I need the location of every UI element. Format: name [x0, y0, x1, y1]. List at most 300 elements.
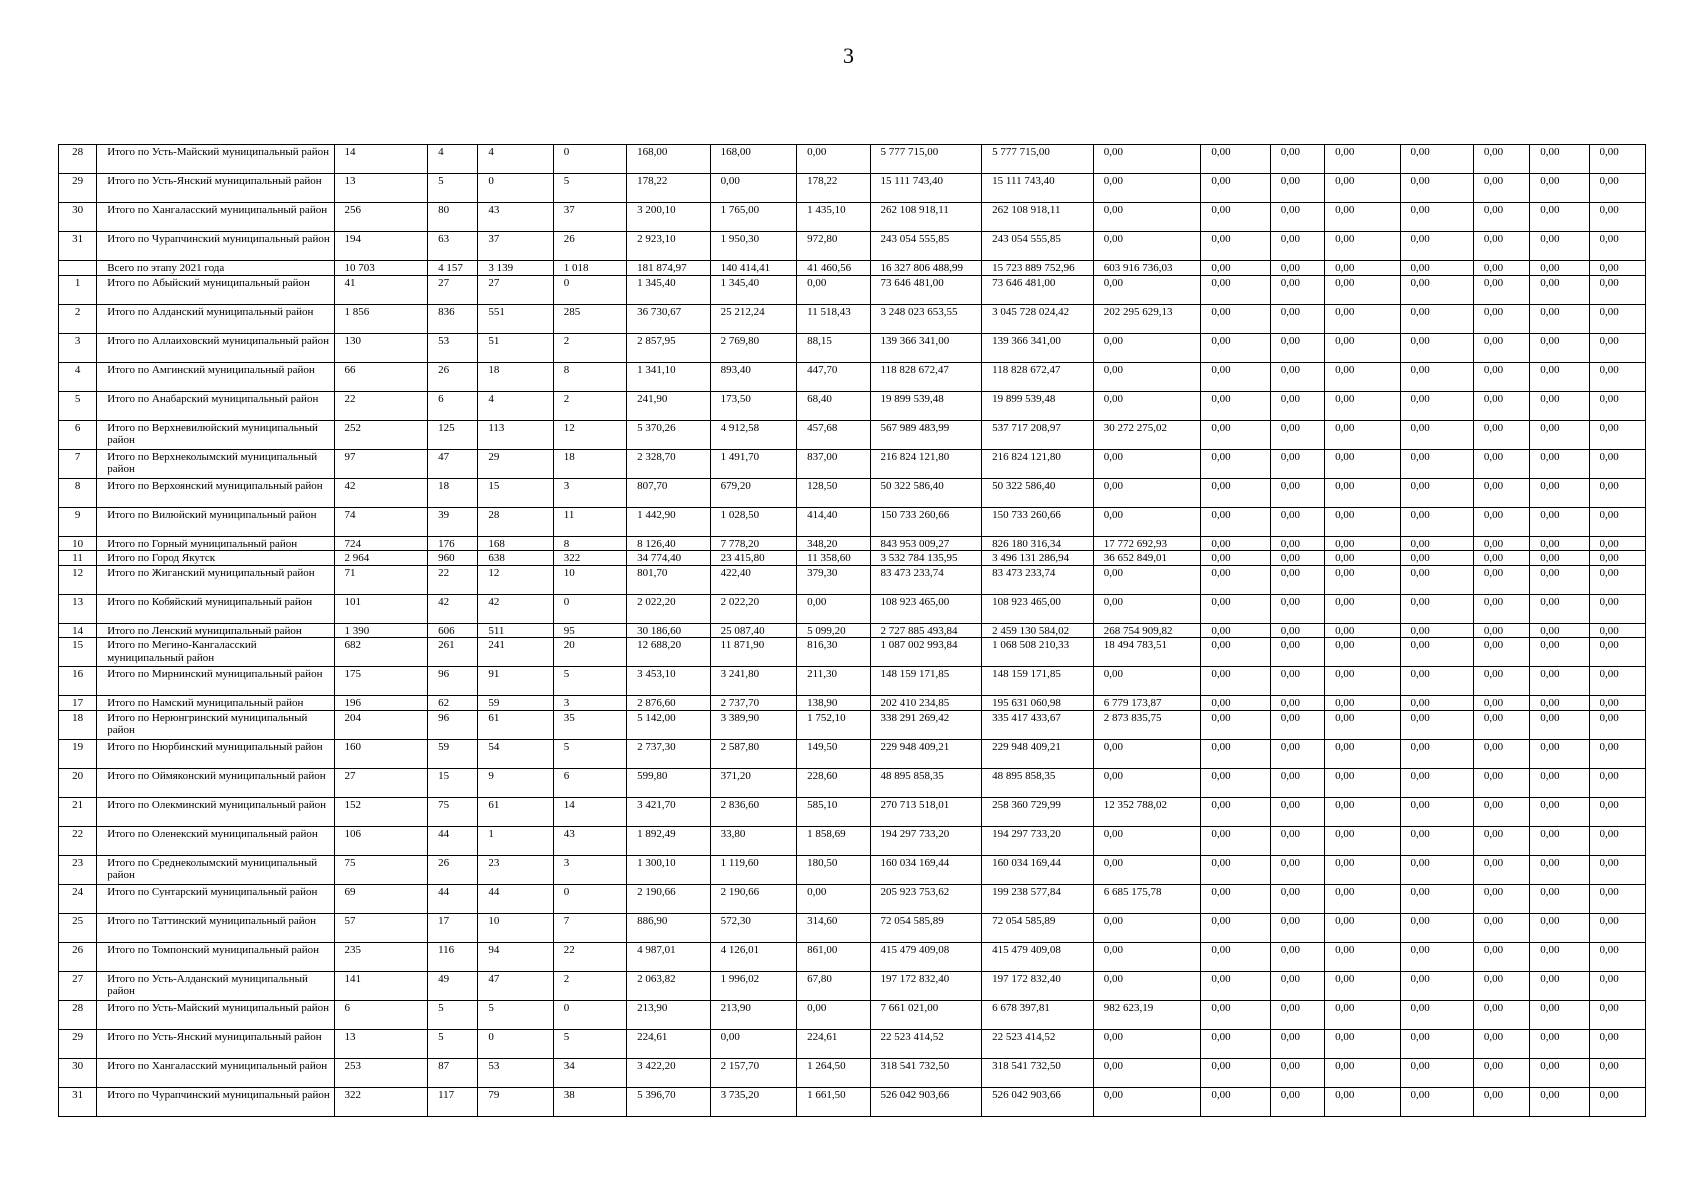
value-cell: 1 028,50 — [710, 507, 796, 536]
value-cell: 0,00 — [1473, 884, 1529, 913]
value-cell: 9 — [478, 768, 553, 797]
value-cell: 0,00 — [1400, 333, 1473, 362]
value-cell: 0,00 — [1270, 667, 1324, 696]
value-cell: 41 — [334, 275, 428, 304]
value-cell: 0,00 — [1530, 1000, 1589, 1029]
value-cell: 585,10 — [797, 797, 870, 826]
table-row — [59, 275, 1646, 304]
value-cell: 73 646 481,00 — [870, 275, 982, 304]
value-cell: 270 713 518,01 — [870, 797, 982, 826]
value-cell: 59 — [478, 696, 553, 711]
value-cell: 216 824 121,80 — [982, 449, 1094, 478]
table-body — [59, 145, 1646, 1117]
value-cell: 1 345,40 — [627, 275, 710, 304]
table-row — [59, 696, 1646, 711]
value-cell: 5 — [478, 1000, 553, 1029]
value-cell: 551 — [478, 304, 553, 333]
table-row — [59, 304, 1646, 333]
value-cell: 202 295 629,13 — [1093, 304, 1201, 333]
value-cell: 3 422,20 — [627, 1058, 710, 1087]
value-cell: 2 459 130 584,02 — [982, 623, 1094, 638]
value-cell: 0,00 — [1201, 971, 1270, 1000]
value-cell: 0,00 — [1473, 304, 1529, 333]
value-cell: 2 157,70 — [710, 1058, 796, 1087]
row-number-cell: 27 — [59, 971, 97, 1000]
value-cell: 0,00 — [1270, 333, 1324, 362]
value-cell: 0,00 — [1589, 232, 1645, 261]
value-cell: 0,00 — [1201, 145, 1270, 174]
value-cell: 0,00 — [1473, 203, 1529, 232]
value-cell: 0 — [553, 884, 626, 913]
value-cell: 0,00 — [1589, 971, 1645, 1000]
value-cell: 12 — [553, 420, 626, 449]
value-cell: 335 417 433,67 — [982, 710, 1094, 739]
value-cell: 1 018 — [553, 261, 626, 276]
value-cell: 0,00 — [1093, 203, 1201, 232]
value-cell: 567 989 483,99 — [870, 420, 982, 449]
value-cell: 243 054 555,85 — [870, 232, 982, 261]
value-cell: 197 172 832,40 — [982, 971, 1094, 1000]
value-cell: 0,00 — [1325, 884, 1400, 913]
value-cell: 0,00 — [1201, 826, 1270, 855]
value-cell: 35 — [553, 710, 626, 739]
value-cell: 72 054 585,89 — [870, 913, 982, 942]
value-cell: 0,00 — [1530, 333, 1589, 362]
value-cell: 0,00 — [1589, 739, 1645, 768]
row-number-cell: 11 — [59, 551, 97, 566]
row-number-cell: 8 — [59, 478, 97, 507]
value-cell: 12 — [478, 565, 553, 594]
value-cell: 19 899 539,48 — [870, 391, 982, 420]
value-cell: 0,00 — [1201, 275, 1270, 304]
value-cell: 982 623,19 — [1093, 1000, 1201, 1029]
value-cell: 0,00 — [1325, 391, 1400, 420]
value-cell: 0,00 — [1589, 449, 1645, 478]
value-cell: 0,00 — [1530, 536, 1589, 551]
value-cell: 73 646 481,00 — [982, 275, 1094, 304]
value-cell: 0,00 — [1530, 478, 1589, 507]
value-cell: 0,00 — [1530, 449, 1589, 478]
table-row — [59, 623, 1646, 638]
district-name-cell: Итого по Анабарский муниципальный район — [97, 391, 334, 420]
value-cell: 0,00 — [1201, 768, 1270, 797]
value-cell: 0,00 — [1270, 797, 1324, 826]
value-cell: 0,00 — [1270, 203, 1324, 232]
value-cell: 1 264,50 — [797, 1058, 870, 1087]
value-cell: 69 — [334, 884, 428, 913]
value-cell: 0,00 — [1530, 304, 1589, 333]
value-cell: 0,00 — [1400, 623, 1473, 638]
value-cell: 679,20 — [710, 478, 796, 507]
value-cell: 229 948 409,21 — [870, 739, 982, 768]
value-cell: 10 — [553, 565, 626, 594]
value-cell: 0,00 — [1201, 855, 1270, 884]
value-cell: 0,00 — [1400, 507, 1473, 536]
value-cell: 0,00 — [1473, 797, 1529, 826]
row-number-cell: 19 — [59, 739, 97, 768]
value-cell: 47 — [478, 971, 553, 1000]
district-name-cell: Итого по Хангаласский муниципальный район — [97, 203, 334, 232]
value-cell: 17 772 692,93 — [1093, 536, 1201, 551]
district-name-cell: Итого по Усть-Майский муниципальный район — [97, 1000, 334, 1029]
value-cell: 258 360 729,99 — [982, 797, 1094, 826]
value-cell: 2 — [553, 971, 626, 1000]
value-cell: 15 111 743,40 — [982, 174, 1094, 203]
value-cell: 0,00 — [1473, 275, 1529, 304]
value-cell: 5 — [428, 1000, 478, 1029]
value-cell: 0,00 — [1270, 638, 1324, 667]
value-cell: 199 238 577,84 — [982, 884, 1094, 913]
table-row — [59, 478, 1646, 507]
value-cell: 0,00 — [1473, 333, 1529, 362]
value-cell: 0,00 — [1325, 507, 1400, 536]
value-cell: 22 — [334, 391, 428, 420]
value-cell: 0,00 — [1325, 304, 1400, 333]
value-cell: 13 — [334, 174, 428, 203]
value-cell: 140 414,41 — [710, 261, 796, 276]
value-cell: 603 916 736,03 — [1093, 261, 1201, 276]
value-cell: 0,00 — [1325, 565, 1400, 594]
value-cell: 25 212,24 — [710, 304, 796, 333]
value-cell: 886,90 — [627, 913, 710, 942]
value-cell: 61 — [478, 710, 553, 739]
value-cell: 0,00 — [1473, 855, 1529, 884]
value-cell: 0,00 — [1589, 551, 1645, 566]
value-cell: 801,70 — [627, 565, 710, 594]
value-cell: 5 099,20 — [797, 623, 870, 638]
value-cell: 0,00 — [1473, 536, 1529, 551]
value-cell: 0,00 — [1325, 768, 1400, 797]
value-cell: 3 248 023 653,55 — [870, 304, 982, 333]
value-cell: 50 322 586,40 — [870, 478, 982, 507]
value-cell: 0,00 — [1325, 667, 1400, 696]
value-cell: 0,00 — [1325, 913, 1400, 942]
value-cell: 16 327 806 488,99 — [870, 261, 982, 276]
district-name-cell: Итого по Ленский муниципальный район — [97, 623, 334, 638]
value-cell: 0,00 — [1201, 594, 1270, 623]
value-cell: 0,00 — [1530, 507, 1589, 536]
value-cell: 0,00 — [1201, 449, 1270, 478]
value-cell: 0,00 — [1589, 855, 1645, 884]
value-cell: 0,00 — [1530, 261, 1589, 276]
value-cell: 0,00 — [1270, 594, 1324, 623]
value-cell: 4 — [478, 391, 553, 420]
value-cell: 0,00 — [1270, 826, 1324, 855]
value-cell: 0,00 — [1325, 551, 1400, 566]
value-cell: 1 950,30 — [710, 232, 796, 261]
value-cell: 0,00 — [1400, 1029, 1473, 1058]
value-cell: 152 — [334, 797, 428, 826]
value-cell: 61 — [478, 797, 553, 826]
row-number-cell: 13 — [59, 594, 97, 623]
value-cell: 26 — [428, 855, 478, 884]
value-cell: 22 — [553, 942, 626, 971]
value-cell: 0,00 — [1400, 942, 1473, 971]
table-row — [59, 739, 1646, 768]
value-cell: 0 — [553, 594, 626, 623]
value-cell: 2 727 885 493,84 — [870, 623, 982, 638]
value-cell: 178,22 — [627, 174, 710, 203]
table-row — [59, 594, 1646, 623]
value-cell: 0,00 — [1270, 1087, 1324, 1116]
value-cell: 0,00 — [1473, 971, 1529, 1000]
table-row — [59, 420, 1646, 449]
value-cell: 241,90 — [627, 391, 710, 420]
value-cell: 3 389,90 — [710, 710, 796, 739]
value-cell: 0,00 — [710, 174, 796, 203]
value-cell: 91 — [478, 667, 553, 696]
value-cell: 0,00 — [1093, 174, 1201, 203]
value-cell: 34 — [553, 1058, 626, 1087]
value-cell: 0,00 — [1530, 826, 1589, 855]
table-row — [59, 391, 1646, 420]
value-cell: 4 912,58 — [710, 420, 796, 449]
value-cell: 48 895 858,35 — [982, 768, 1094, 797]
value-cell: 42 — [478, 594, 553, 623]
value-cell: 54 — [478, 739, 553, 768]
value-cell: 0,00 — [1201, 913, 1270, 942]
value-cell: 0,00 — [1400, 304, 1473, 333]
value-cell: 30 186,60 — [627, 623, 710, 638]
table-row — [59, 1029, 1646, 1058]
value-cell: 0,00 — [1530, 768, 1589, 797]
row-number-cell: 12 — [59, 565, 97, 594]
value-cell: 27 — [428, 275, 478, 304]
value-cell: 0,00 — [1589, 826, 1645, 855]
value-cell: 41 460,56 — [797, 261, 870, 276]
value-cell: 0,00 — [1093, 478, 1201, 507]
value-cell: 71 — [334, 565, 428, 594]
value-cell: 28 — [478, 507, 553, 536]
value-cell: 205 923 753,62 — [870, 884, 982, 913]
value-cell: 0,00 — [1400, 1000, 1473, 1029]
value-cell: 139 366 341,00 — [982, 333, 1094, 362]
value-cell: 42 — [334, 478, 428, 507]
value-cell: 0,00 — [1093, 971, 1201, 1000]
value-cell: 224,61 — [797, 1029, 870, 1058]
value-cell: 537 717 208,97 — [982, 420, 1094, 449]
value-cell: 0,00 — [1530, 739, 1589, 768]
value-cell: 0,00 — [1400, 565, 1473, 594]
row-number-cell: 6 — [59, 420, 97, 449]
value-cell: 128,50 — [797, 478, 870, 507]
value-cell: 3 532 784 135,95 — [870, 551, 982, 566]
value-cell: 261 — [428, 638, 478, 667]
value-cell: 0,00 — [1400, 638, 1473, 667]
value-cell: 0,00 — [1530, 362, 1589, 391]
value-cell: 0 — [478, 174, 553, 203]
value-cell: 0,00 — [1400, 420, 1473, 449]
value-cell: 0,00 — [1270, 710, 1324, 739]
district-name-cell: Итого по Кобяйский муниципальный район — [97, 594, 334, 623]
value-cell: 23 415,80 — [710, 551, 796, 566]
value-cell: 138,90 — [797, 696, 870, 711]
value-cell: 47 — [428, 449, 478, 478]
value-cell: 20 — [553, 638, 626, 667]
value-cell: 4 — [428, 145, 478, 174]
table-row — [59, 261, 1646, 276]
value-cell: 88,15 — [797, 333, 870, 362]
value-cell: 0,00 — [1530, 594, 1589, 623]
value-cell: 0,00 — [1325, 333, 1400, 362]
value-cell: 0,00 — [1473, 391, 1529, 420]
district-name-cell: Итого по Город Якутск — [97, 551, 334, 566]
value-cell: 0,00 — [1325, 478, 1400, 507]
value-cell: 178,22 — [797, 174, 870, 203]
value-cell: 1 — [478, 826, 553, 855]
district-name-cell: Итого по Горный муниципальный район — [97, 536, 334, 551]
value-cell: 0,00 — [1473, 1058, 1529, 1087]
row-number-cell: 4 — [59, 362, 97, 391]
row-number-cell: 9 — [59, 507, 97, 536]
value-cell: 160 034 169,44 — [982, 855, 1094, 884]
value-cell: 3 139 — [478, 261, 553, 276]
value-cell: 62 — [428, 696, 478, 711]
value-cell: 0,00 — [1530, 232, 1589, 261]
value-cell: 36 730,67 — [627, 304, 710, 333]
value-cell: 27 — [478, 275, 553, 304]
value-cell: 348,20 — [797, 536, 870, 551]
value-cell: 213,90 — [627, 1000, 710, 1029]
value-cell: 0,00 — [1530, 667, 1589, 696]
value-cell: 0,00 — [1473, 420, 1529, 449]
value-cell: 843 953 009,27 — [870, 536, 982, 551]
value-cell: 18 494 783,51 — [1093, 638, 1201, 667]
value-cell: 37 — [553, 203, 626, 232]
value-cell: 195 631 060,98 — [982, 696, 1094, 711]
value-cell: 0,00 — [1093, 739, 1201, 768]
value-cell: 148 159 171,85 — [870, 667, 982, 696]
value-cell: 216 824 121,80 — [870, 449, 982, 478]
value-cell: 34 774,40 — [627, 551, 710, 566]
value-cell: 0,00 — [1473, 768, 1529, 797]
value-cell: 0,00 — [1270, 275, 1324, 304]
value-cell: 204 — [334, 710, 428, 739]
row-number-cell: 14 — [59, 623, 97, 638]
value-cell: 0,00 — [1325, 536, 1400, 551]
value-cell: 0,00 — [1400, 739, 1473, 768]
value-cell: 0,00 — [1589, 638, 1645, 667]
value-cell: 2 — [553, 333, 626, 362]
value-cell: 2 923,10 — [627, 232, 710, 261]
district-name-cell: Итого по Мирнинский муниципальный район — [97, 667, 334, 696]
value-cell: 83 473 233,74 — [982, 565, 1094, 594]
value-cell: 116 — [428, 942, 478, 971]
value-cell: 0,00 — [1325, 942, 1400, 971]
value-cell: 173,50 — [710, 391, 796, 420]
value-cell: 19 899 539,48 — [982, 391, 1094, 420]
value-cell: 0,00 — [1270, 1058, 1324, 1087]
value-cell: 0,00 — [1400, 884, 1473, 913]
district-name-cell: Итого по Таттинский муниципальный район — [97, 913, 334, 942]
table-row — [59, 884, 1646, 913]
value-cell: 10 703 — [334, 261, 428, 276]
value-cell: 175 — [334, 667, 428, 696]
value-cell: 0,00 — [1201, 478, 1270, 507]
value-cell: 893,40 — [710, 362, 796, 391]
value-cell: 27 — [334, 768, 428, 797]
value-cell: 0,00 — [1473, 551, 1529, 566]
value-cell: 526 042 903,66 — [870, 1087, 982, 1116]
table-row — [59, 638, 1646, 667]
value-cell: 4 987,01 — [627, 942, 710, 971]
value-cell: 0,00 — [1270, 884, 1324, 913]
row-number-cell: 20 — [59, 768, 97, 797]
value-cell: 3 496 131 286,94 — [982, 551, 1094, 566]
value-cell: 0,00 — [1325, 1000, 1400, 1029]
value-cell: 0,00 — [1270, 551, 1324, 566]
row-number-cell: 22 — [59, 826, 97, 855]
table-row — [59, 1058, 1646, 1087]
value-cell: 6 678 397,81 — [982, 1000, 1094, 1029]
value-cell: 0,00 — [1201, 420, 1270, 449]
value-cell: 1 661,50 — [797, 1087, 870, 1116]
value-cell: 14 — [553, 797, 626, 826]
value-cell: 0,00 — [1093, 362, 1201, 391]
value-cell: 68,40 — [797, 391, 870, 420]
table-row — [59, 797, 1646, 826]
value-cell: 0,00 — [1325, 420, 1400, 449]
value-cell: 2 873 835,75 — [1093, 710, 1201, 739]
value-cell: 0,00 — [1400, 696, 1473, 711]
table-row — [59, 768, 1646, 797]
value-cell: 2 190,66 — [710, 884, 796, 913]
value-cell: 0,00 — [1530, 203, 1589, 232]
value-cell: 0,00 — [1589, 203, 1645, 232]
row-number-cell: 16 — [59, 667, 97, 696]
value-cell: 0,00 — [1201, 1058, 1270, 1087]
value-cell: 0,00 — [797, 884, 870, 913]
table-row — [59, 826, 1646, 855]
value-cell: 0,00 — [1325, 232, 1400, 261]
value-cell: 15 723 889 752,96 — [982, 261, 1094, 276]
value-cell: 3 453,10 — [627, 667, 710, 696]
value-cell: 0,00 — [1400, 1087, 1473, 1116]
value-cell: 0,00 — [1530, 797, 1589, 826]
value-cell: 83 473 233,74 — [870, 565, 982, 594]
value-cell: 0,00 — [1270, 971, 1324, 1000]
value-cell: 2 587,80 — [710, 739, 796, 768]
value-cell: 0,00 — [1400, 362, 1473, 391]
value-cell: 0,00 — [1473, 667, 1529, 696]
value-cell: 101 — [334, 594, 428, 623]
value-cell: 2 857,95 — [627, 333, 710, 362]
value-cell: 0,00 — [1473, 638, 1529, 667]
value-cell: 0 — [478, 1029, 553, 1058]
value-cell: 241 — [478, 638, 553, 667]
value-cell: 130 — [334, 333, 428, 362]
value-cell: 213,90 — [710, 1000, 796, 1029]
row-number-cell: 15 — [59, 638, 97, 667]
value-cell: 0,00 — [1093, 565, 1201, 594]
value-cell: 1 087 002 993,84 — [870, 638, 982, 667]
value-cell: 13 — [334, 1029, 428, 1058]
value-cell: 0,00 — [1201, 696, 1270, 711]
value-cell: 0,00 — [1400, 391, 1473, 420]
row-number-cell: 1 — [59, 275, 97, 304]
value-cell: 0,00 — [1589, 667, 1645, 696]
value-cell: 12 352 788,02 — [1093, 797, 1201, 826]
value-cell: 682 — [334, 638, 428, 667]
value-cell: 836 — [428, 304, 478, 333]
value-cell: 0,00 — [1325, 623, 1400, 638]
value-cell: 3 735,20 — [710, 1087, 796, 1116]
value-cell: 181 874,97 — [627, 261, 710, 276]
value-cell: 197 172 832,40 — [870, 971, 982, 1000]
value-cell: 0,00 — [1530, 638, 1589, 667]
value-cell: 8 — [553, 536, 626, 551]
value-cell: 0,00 — [1400, 971, 1473, 1000]
